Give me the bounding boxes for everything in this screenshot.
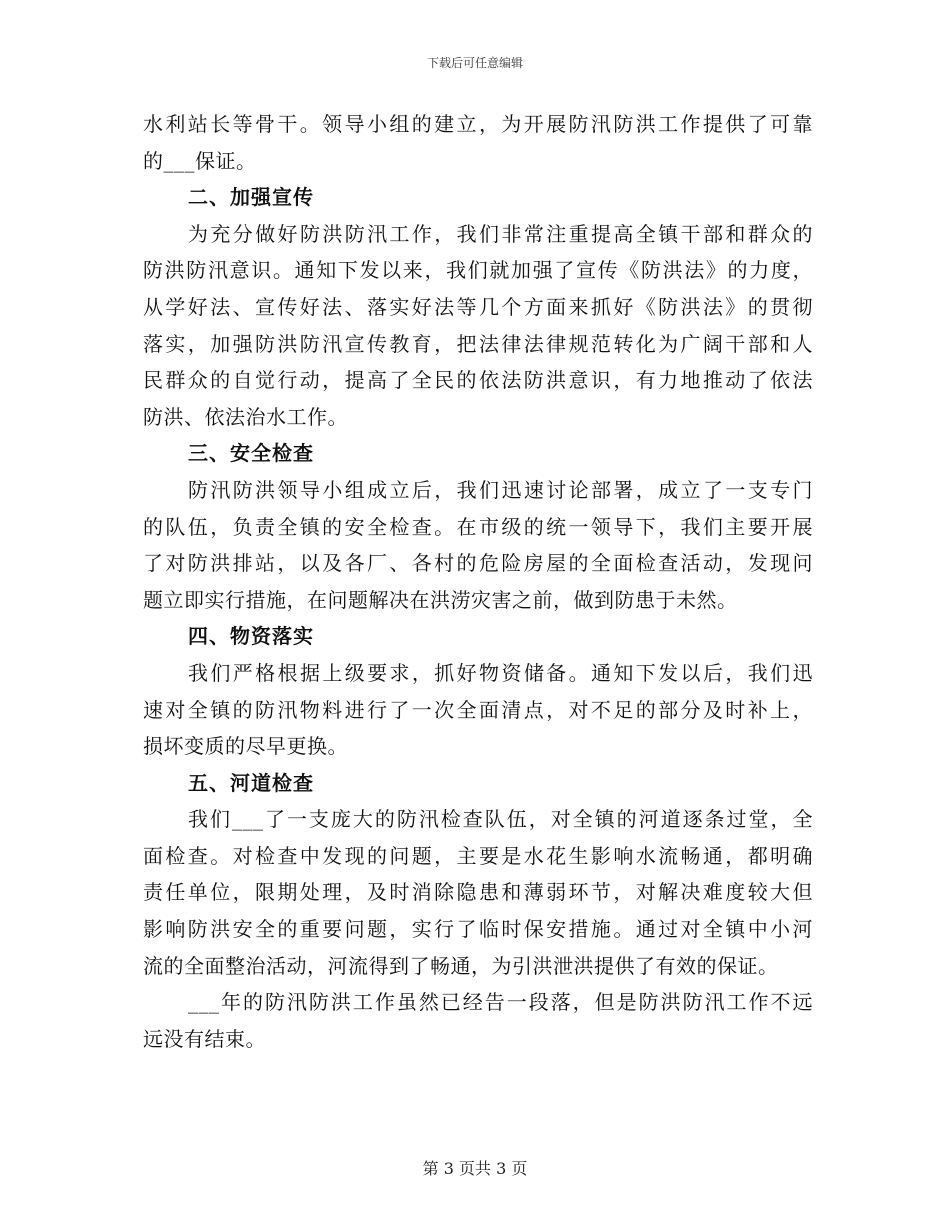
- paragraph-line: 从学好法、宣传好法、落实好法等几个方面来抓好《防洪法》的贯彻: [143, 294, 813, 319]
- paragraph-line: 我们严格根据上级要求，抓好物资储备。通知下发以后，我们迅: [188, 660, 813, 685]
- section-heading: 五、河道检查: [188, 770, 314, 795]
- page-footer: 第 3 页共 3 页: [422, 1159, 528, 1178]
- page-header: 下载后可任意编辑: [426, 56, 523, 70]
- section-heading: 三、安全检查: [188, 441, 314, 466]
- paragraph-line: 为充分做好防洪防汛工作，我们非常注重提高全镇干部和群众的: [188, 221, 813, 246]
- paragraph-line: 影响防洪安全的重要问题，实行了临时保安措施。通过对全镇中小河: [143, 917, 813, 942]
- paragraph-line: 远没有结束。: [143, 1026, 266, 1051]
- paragraph-line: 题立即实行措施，在问题解决在洪涝灾害之前，做到防患于未然。: [143, 587, 738, 612]
- paragraph-line: 落实，加强防洪防汛宣传教育，把法律法律规范转化为广阔干部和人: [143, 331, 813, 356]
- paragraph-line: 速对全镇的防汛物料进行了一次全面清点，对不足的部分及时补上，: [143, 697, 813, 722]
- section-heading: 二、加强宣传: [188, 185, 314, 210]
- document-body: [143, 106, 813, 1057]
- paragraph-line: 损坏变质的尽早更换。: [143, 734, 348, 759]
- paragraph-line: 的队伍，负责全镇的安全检查。在市级的统一领导下，我们主要开展: [143, 514, 813, 539]
- paragraph-line: 的___保证。: [143, 148, 257, 173]
- paragraph-line: 民群众的自觉行动，提高了全民的依法防洪意识，有力地推动了依法: [143, 368, 813, 393]
- paragraph-line: 防洪、依法治水工作。: [143, 404, 348, 429]
- paragraph-line: 水利站长等骨干。领导小组的建立，为开展防汛防洪工作提供了可靠: [143, 112, 813, 136]
- section-heading: 四、物资落实: [188, 624, 314, 649]
- paragraph-line: 我们___了一支庞大的防汛检查队伍，对全镇的河道逐条过堂，全: [188, 807, 813, 832]
- paragraph-line: 面检查。对检查中发现的问题，主要是水花生影响水流畅通，都明确: [143, 843, 813, 868]
- paragraph-line: 流的全面整治活动，河流得到了畅通，为引洪泄洪提供了有效的保证。: [143, 953, 779, 978]
- paragraph-line: 防洪防汛意识。通知下发以来，我们就加强了宣传《防洪法》的力度，: [143, 258, 813, 283]
- paragraph-line: ___年的防汛防洪工作虽然已经告一段落，但是防洪防汛工作不远: [188, 990, 813, 1015]
- paragraph-line: 了对防洪排站，以及各厂、各村的危险房屋的全面检查活动，发现问: [143, 551, 813, 576]
- paragraph-line: 责任单位，限期处理，及时消除隐患和薄弱环节，对解决难度较大但: [143, 880, 813, 905]
- paragraph-line: 防汛防洪领导小组成立后，我们迅速讨论部署，成立了一支专门: [188, 477, 813, 502]
